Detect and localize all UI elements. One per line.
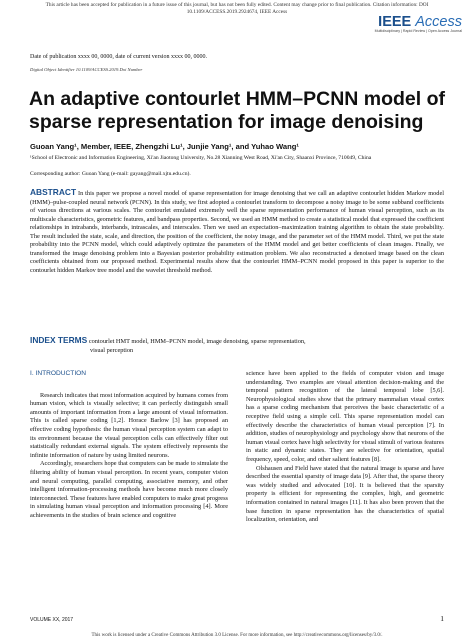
corresponding-author: Corresponding author: Guoan Yang (e-mail: gayang@mail.xjtu.edu.cn). — [30, 171, 191, 177]
notice-line-1: This article has been accepted for publication in a future issue of this journal, but has not been fully edited. Content may change prior to final publication. Citation information: DOI — [45, 2, 429, 8]
notice-line-2: 10.1109/ACCESS.2019.2924674, IEEE Access — [186, 9, 288, 15]
abstract-text: In this paper we propose a novel model of sparse representation for image denoising that we call an adaptive contourlet hidden Markov model (HMM)–pulse-coupled neural network (PCNN). In this study, we first adopted a contourlet transform to decompose a noisy image to be some subband coefficients of various directions at various scales. The contourlet emulated extremely well the sparse representation performance of human visual perception, such as its multiscale characteristics, geometric features, and bandpass properties. Second, we used an HMM method to create a statistical model that expressed the coefficient relationships in intrabands, interbands, intrascales, and interscales. Then we used an expectation–maximization training algorithm to obtain the state probability. The result included the state, scale, and direction, the position of the coefficient, the noisy image, and the parameter set of the HMM model. Third, we put the state probability into the PCNN model, which could adaptively optimize the parameters of the HMM model and get better coefficients of clean images. Finally, we transformed the image denoising problem into a Bayesian posterior probability estimation problem. We also reconstructed a denoised image based on the clean coefficients obtained from our proposed method. Experimental results show that the contourlet HMM–PCNN model proposed in this paper is superior to the contourlet hidden Markov tree model and the wavelet threshold method. — [30, 190, 444, 274]
publication-date: Date of publication xxxx 00, 0000, date of current version xxxx 00, 0000. — [30, 54, 207, 60]
section-heading-introduction: I. INTRODUCTION — [30, 370, 87, 377]
journal-logo-wordmark — [375, 14, 462, 30]
right-column — [246, 370, 444, 525]
index-terms-line-1: contourlet HMT model, HMM–PCNN model, image denoising, sparse representation, — [88, 338, 306, 345]
author-list: Guoan Yang¹, Member, IEEE, Zhengzhi Lu¹, Junjie Yang¹, and Yuhao Wang¹ — [30, 142, 299, 151]
index-terms-line-2: visual perception — [90, 346, 134, 354]
logo-ieee: IEEE — [378, 14, 412, 30]
journal-logo — [375, 14, 462, 33]
left-column — [30, 370, 228, 521]
license-notice: This work is licensed under a Creative Commons Attribution 3.0 License. For more information, see http://creativecommons.org/licenses/by/3.0/. — [91, 633, 383, 638]
journal-logo-tagline: Multidisciplinary | Rapid Review | Open Access Journal — [374, 29, 462, 33]
right-paragraph-1: science have been applied to the fields of computer vision and image understanding. Two examples are visual attention decision-making and the temporal pattern recognition of the lateral temporal lobe [5,6]. Neurophysiological studies show that the primary mammalian visual cortex has a sparse coding mechanism that perceives the basic characteristic of a receptive field using a simple cell. This sparse representation model can effectively describe the characteristics of human visual perception [7]. In addition, studies of neurophysiology and psychology show that neurons of the human visual cortex have high selectivity for visual stimuli of various features in static and dynamic states. They are selective for orientation, spatial frequency, speed, color, and other salient features [8]. — [246, 370, 444, 463]
logo-access: Access — [415, 14, 462, 30]
page-number: 1 — [440, 614, 444, 623]
doi-line: Digital Object Identifier 10.1109/ACCESS.2019.Doi Number — [30, 67, 143, 72]
affiliation: ¹School of Electronic and Information Engineering, Xi'an Jiaotong University, No.28 Xianning West Road, Xi'an City, Shaanxi Province, 710049, China — [30, 155, 372, 161]
paper-title: An adaptive contourlet HMM–PCNN model of sparse representation for image denoising — [29, 88, 446, 133]
abstract-label: ABSTRACT — [30, 187, 77, 197]
left-paragraph-1: Research indicates that most information acquired by humans comes from human vision, which is visually selective; it can perfectly distinguish small amounts of important information from a large amount of visual information. This is called sparse coding [1,2]. Horace Barlow [3] has proposed an effective coding hypothesis: the human visual perception system can adapt to its environment because the visual perception cells can effectively filter out statistically redundant external signals. The system effectively represents the infinite information of nature by using limited neurons. — [30, 391, 228, 459]
abstract — [30, 188, 444, 275]
footer-volume: VOLUME XX, 2017 — [30, 617, 74, 623]
index-terms — [30, 336, 444, 355]
left-paragraph-2: Accordingly, researchers hope that computers can be made to simulate the filtering ability of human visual perception. In recent years, computer vision and neural computing, parallel computing, associative memory, and other intelligent information-processing methods have become much more closely interconnected. These features have enabled computers to make great progress in simulating human visual perception and information processing [4]. More achievements in the studies of brain science and cognitive — [30, 460, 228, 519]
index-terms-label: INDEX TERMS — [30, 335, 88, 345]
right-paragraph-2: Olshausen and Field have stated that the natural image is sparse and have described the essential sparsity of image data [9]. After that, the sparse theory was widely studied and advocated [10]. It is believed that the sparsity property is efficient for representing the complex, high, and geometric information contained in natural images [11]. It has also been proven that the base function in sparse representation has the characteristics of spatial localization, orientation, and — [246, 464, 444, 524]
